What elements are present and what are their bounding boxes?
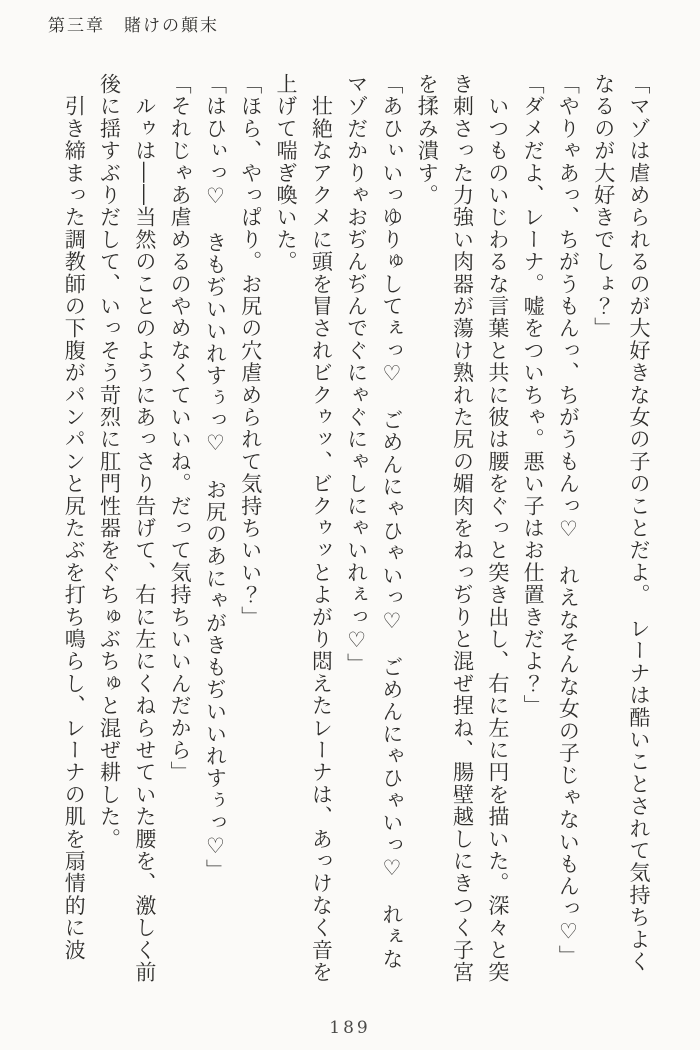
text-paragraph: 「マゾは虐められるのが大好きな女の子のことだよ。 レーナは酷いことされて気持ちよくなるのが大好きでしょ？」 — [591, 73, 651, 973]
text-paragraph: 「それじゃあ虐めるのやめなくていいね。だって気持ちいいんだから」 — [168, 73, 193, 784]
text-paragraph: 「やりゃあっ、ちがうもんっ、ちがうもんっ♡ れえなそんな女の子じゃないもんっ♡」 — [556, 73, 581, 967]
page-number: 189 — [329, 1018, 371, 1038]
text-paragraph: 「はひぃっ♡ きもぢいいれすぅっ♡ お尻のあにゃがきもぢいいれすぅっ♡」 — [203, 73, 228, 882]
text-paragraph: 「ほら、やっぱり。お尻の穴虐められて気持ちいい？」 — [238, 73, 263, 628]
text-paragraph: ルゥは――当然のことのようにあっさり告げて、右に左にくねらせていた腰を、激しく前後に揺すぶりだして、いっそう苛烈に肛門性器をぐちゅぶちゅと混ぜ耕した。 — [97, 73, 157, 984]
page-footer — [0, 1018, 700, 1038]
chapter-header: 第三章 賭けの顛末 — [48, 16, 219, 36]
text-paragraph: 壮絶なアクメに頭を冒されビクゥッ、ビクゥッとよがり悶えたレーナは、あっけなく音を上げて喘ぎ喚いた。 — [274, 73, 334, 984]
body-text-vertical — [52, 73, 656, 991]
text-paragraph: 「あひぃいっゆりゅしてぇっ♡ ごめんにゃひゃいっ♡ ごめんにゃひゃいっ♡ れぇなマゾだかりゃおぢんぢんでぐにゃぐにゃしにゃいれぇっ♡」 — [344, 73, 404, 970]
text-paragraph: 「ダメだよ、レーナ。嘘をついちゃ。悪い子はお仕置きだよ？」 — [521, 73, 546, 717]
text-paragraph: いつものいじわるな言葉と共に彼は腰をぐっと突き出し、右に左に円を描いた。深々と突き刺さった力強い肉器が蕩け熟れた尻の媚肉をねっぢりと混ぜ捏ね、腸壁越しにきつく子宮を揉み潰す。 — [415, 73, 510, 984]
text-paragraph: 引き締まった調教師の下腹がパンパンと尻たぶを打ち鳴らし、レーナの肌を扇情的に波 — [62, 73, 87, 961]
